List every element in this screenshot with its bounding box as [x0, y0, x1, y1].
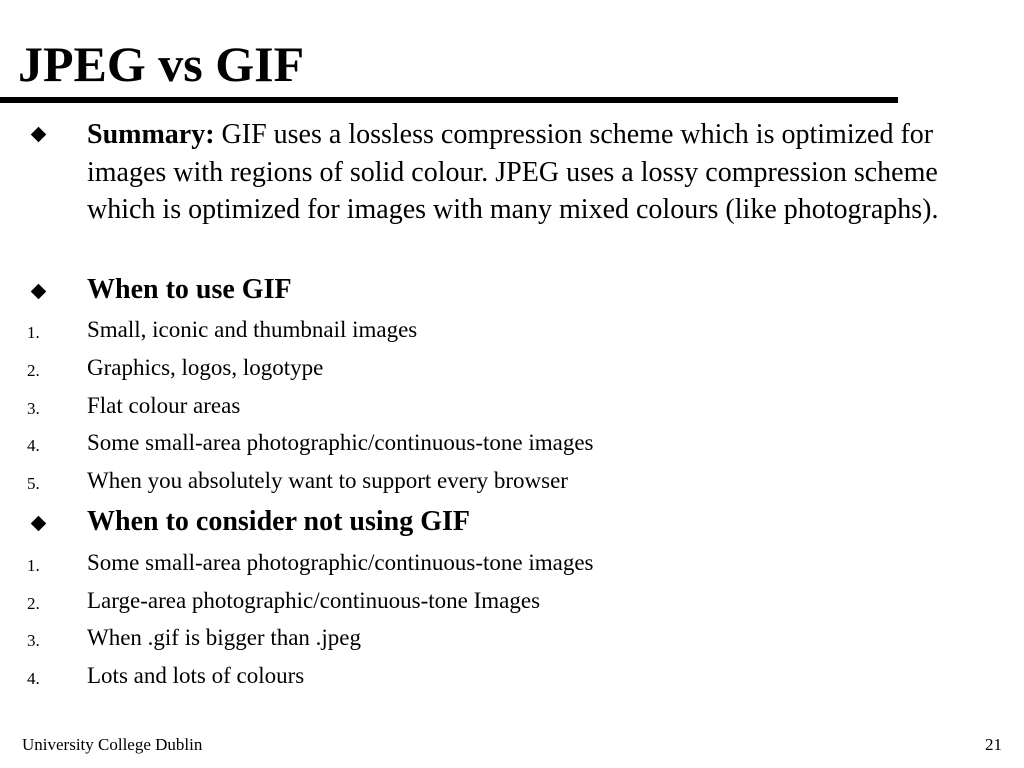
list-number: 3.	[27, 399, 40, 418]
slide-title: JPEG vs GIF	[18, 36, 305, 92]
list-item: Graphics, logos, logotype	[87, 355, 324, 380]
list-item: When you absolutely want to support every browser	[87, 468, 568, 493]
list-number: 1.	[27, 323, 40, 342]
list-item: Some small-area photographic/continuous-tone images	[87, 430, 594, 455]
list-item: Lots and lots of colours	[87, 663, 305, 688]
not-gif-heading: When to consider not using GIF	[87, 506, 470, 537]
list-number: 2.	[27, 594, 40, 613]
list-number: 4.	[27, 436, 40, 455]
diamond-bullet-icon	[31, 284, 47, 300]
list-number: 3.	[27, 631, 40, 650]
title-underline	[0, 97, 898, 103]
list-number: 4.	[27, 669, 40, 688]
list-number: 5.	[27, 474, 40, 493]
page-number: 21	[985, 735, 1002, 754]
list-item: Flat colour areas	[87, 393, 241, 418]
list-number: 2.	[27, 361, 40, 380]
use-gif-heading: When to use GIF	[87, 274, 292, 305]
diamond-bullet-icon	[31, 127, 47, 143]
list-item: Large-area photographic/continuous-tone Images	[87, 588, 541, 613]
list-item: When .gif is bigger than .jpeg	[87, 625, 362, 650]
footer-institution: University College Dublin	[22, 735, 203, 754]
list-item: Small, iconic and thumbnail images	[87, 317, 418, 342]
list-item: Some small-area photographic/continuous-tone images	[87, 550, 594, 575]
summary-label: Summary:	[87, 119, 215, 150]
summary-text: GIF uses a lossless compression scheme which is optimized for images with regions of solid colour. JPEG uses a lossy compression scheme which is optimized for images with many mixed colours (like photographs).	[87, 119, 939, 225]
list-number: 1.	[27, 556, 40, 575]
summary-paragraph	[87, 116, 947, 229]
diamond-bullet-icon	[31, 516, 47, 532]
